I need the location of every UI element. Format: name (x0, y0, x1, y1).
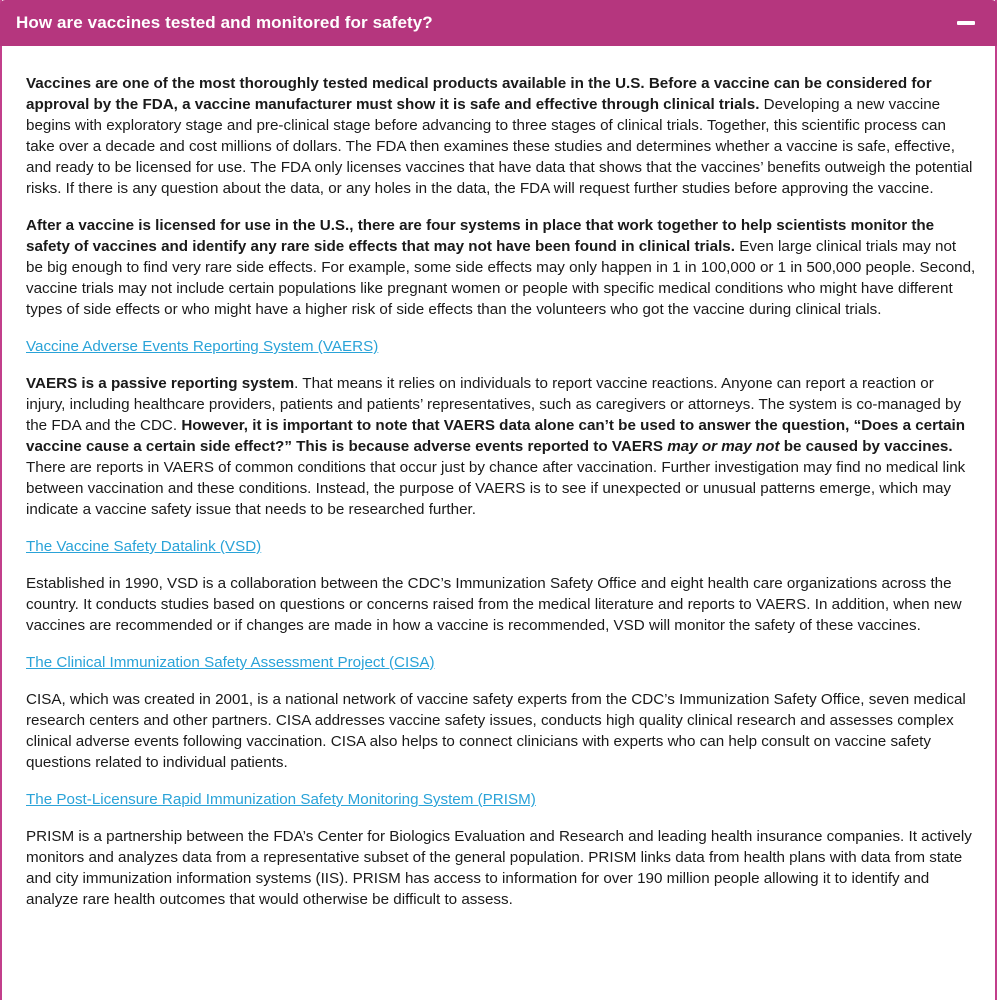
vaers-bold-1: VAERS is a passive reporting system (26, 375, 295, 392)
accordion-body (26, 73, 976, 926)
minus-icon[interactable] (957, 21, 975, 25)
vaers-paragraph (26, 373, 976, 520)
cisa-paragraph: CISA, which was created in 2001, is a national network of vaccine safety experts from the CDC’s Immunization Safety Office, seven medical research centers and other partners. CISA addresses vaccine safety issues, conducts high quality clinical research and assesses complex clinical adverse events following vaccination. CISA also helps to connect clinicians with experts who can help consult on vaccine safety questions related to individual patients. (26, 691, 966, 771)
vaers-link[interactable]: Vaccine Adverse Events Reporting System (VAERS) (26, 338, 379, 355)
prism-link-paragraph (26, 789, 976, 810)
vaers-bold-3: be caused by vaccines. (779, 438, 953, 455)
cisa-link-paragraph (26, 652, 976, 673)
intro-text: Developing a new vaccine begins with exploratory stage and pre-clinical stage before advancing to three stages of clinical trials. Together, this scientific process can take over a decade and cost millions of dollars. The FDA then examines these studies and determines whether a vaccine is safe, effective, and ready to be licensed for use. The FDA only licenses vaccines that have data that shows that the vaccines’ benefits outweigh the potential risks. If there is any question about the data, or any holes in the data, the FDA will request further studies before approving the vaccine. (26, 96, 973, 197)
vaers-text-2: There are reports in VAERS of common conditions that occur just by chance after vaccination. Further investigation may find no medical link between vaccination and these conditions. Instead, the purpose of VAERS is to see if unexpected or unusual patterns emerge, which may indicate a vaccine safety issue that needs to be researched further. (26, 459, 966, 518)
vsd-link[interactable]: The Vaccine Safety Datalink (VSD) (26, 538, 262, 555)
vaers-bold-2: However, it is important to note that VAERS data alone can’t be used to answer the question, “Does a certain vaccine cause a certain side effect?” This is because adverse events reported to VAERS (26, 417, 966, 455)
intro-bold-text: Vaccines are one of the most thoroughly tested medical products available in the U.S. Before a vaccine can be considered for approval by the FDA, a vaccine manufacturer must show it is safe and effective through clinical trials. (26, 75, 932, 113)
intro-paragraph (26, 73, 976, 199)
vsd-link-paragraph (26, 536, 976, 557)
accordion-header[interactable] (0, 0, 997, 46)
prism-paragraph: PRISM is a partnership between the FDA’s Center for Biologics Evaluation and Research and leading health insurance companies. It actively monitors and analyzes data from a representative subset of the general population. PRISM links data from health plans with data from state and city immunization information systems (IIS). PRISM has access to information for over 190 million people allowing it to identify and analyze rare health outcomes that would otherwise be difficult to assess. (26, 828, 972, 908)
prism-link[interactable]: The Post-Licensure Rapid Immunization Safety Monitoring System (PRISM) (26, 791, 536, 808)
cisa-link[interactable]: The Clinical Immunization Safety Assessment Project (CISA) (26, 654, 435, 671)
vaers-text-1: . That means it relies on individuals to report vaccine reactions. Anyone can report a reaction or injury, including healthcare providers, patients and patients’ representatives, such as caregivers or attorneys. The system is co-managed by the FDA and the CDC. (26, 375, 962, 434)
vaers-link-paragraph (26, 336, 976, 357)
monitoring-paragraph (26, 215, 976, 320)
vsd-paragraph: Established in 1990, VSD is a collaboration between the CDC’s Immunization Safety Office and eight health care organizations across the country. It conducts studies based on questions or concerns raised from the medical literature and reports to VAERS. In addition, when new vaccines are recommended or if changes are made in how a vaccine is recommended, VSD will monitor the safety of these vaccines. (26, 575, 962, 634)
monitoring-bold-text: After a vaccine is licensed for use in the U.S., there are four systems in place that work together to help scientists monitor the safety of vaccines and identify any rare side effects that may not have been found in clinical trials. (26, 217, 935, 255)
vaers-bold-italic: may or may not (667, 438, 780, 455)
monitoring-text: Even large clinical trials may not be big enough to find very rare side effects. For example, some side effects may only happen in 1 in 100,000 or 1 in 500,000 people. Second, vaccine trials may not include certain populations like pregnant women or people with specific medical conditions who might have different types of side effects or who might have a higher risk of side effects than the volunteers who got the vaccine during clinical trials. (26, 238, 976, 318)
accordion-title: How are vaccines tested and monitored for safety? (16, 13, 433, 32)
